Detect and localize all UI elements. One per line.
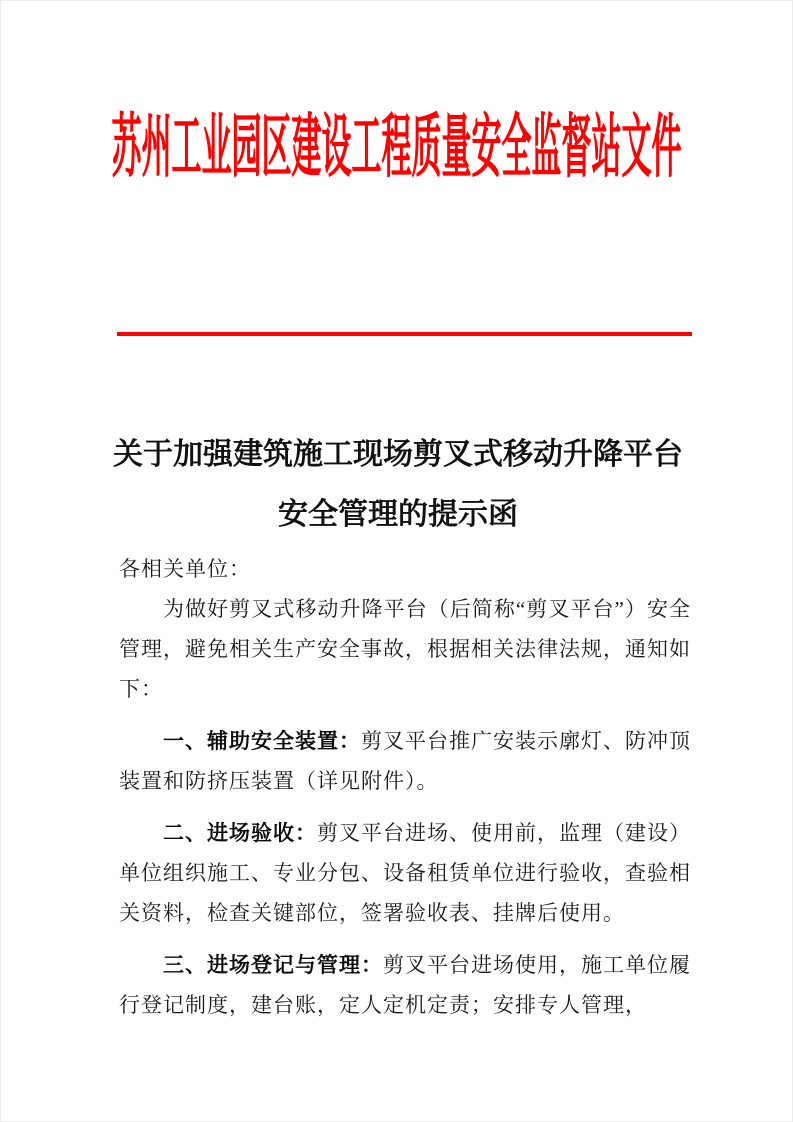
section-1-text: 剪叉平台推广安装示廓灯、防冲顶装置和防挤压装置（详见附件）。: [119, 729, 691, 793]
section-1-heading: 一、辅助安全装置：: [163, 729, 361, 753]
letterhead-title: 苏州工业园区建设工程质量安全监督站文件: [111, 110, 682, 187]
letterhead: [1, 110, 792, 197]
section-paragraph-2: [119, 813, 691, 933]
document-title-line-2: 安全管理的提示函: [278, 498, 518, 531]
section-paragraph-3: [119, 945, 691, 1025]
section-3-heading: 三、进场登记与管理：: [163, 953, 383, 977]
document-title-line-1: 关于加强建筑施工现场剪叉式移动升降平台: [113, 438, 683, 471]
salutation: 各相关单位：: [119, 557, 251, 581]
document-title: [111, 425, 685, 545]
section-paragraph-1: [119, 721, 691, 801]
intro-paragraph: 为做好剪叉式移动升降平台（后简称“剪叉平台”）安全管理，避免相关生产安全事故，根据相关法律法规，通知如下：: [119, 597, 691, 701]
section-2-text: 剪叉平台进场、使用前，监理（建设）单位组织施工、专业分包、设备租赁单位进行验收，查验相关资料，检查关键部位，签署验收表、挂牌后使用。: [119, 821, 691, 925]
section-2-heading: 二、进场验收：: [163, 821, 317, 845]
letterhead-divider-line: [117, 332, 692, 336]
section-3-text: 剪叉平台进场使用，施工单位履行登记制度，建台账，定人定机定责；安排专人管理，: [119, 953, 691, 1017]
document-body: [119, 549, 691, 1025]
